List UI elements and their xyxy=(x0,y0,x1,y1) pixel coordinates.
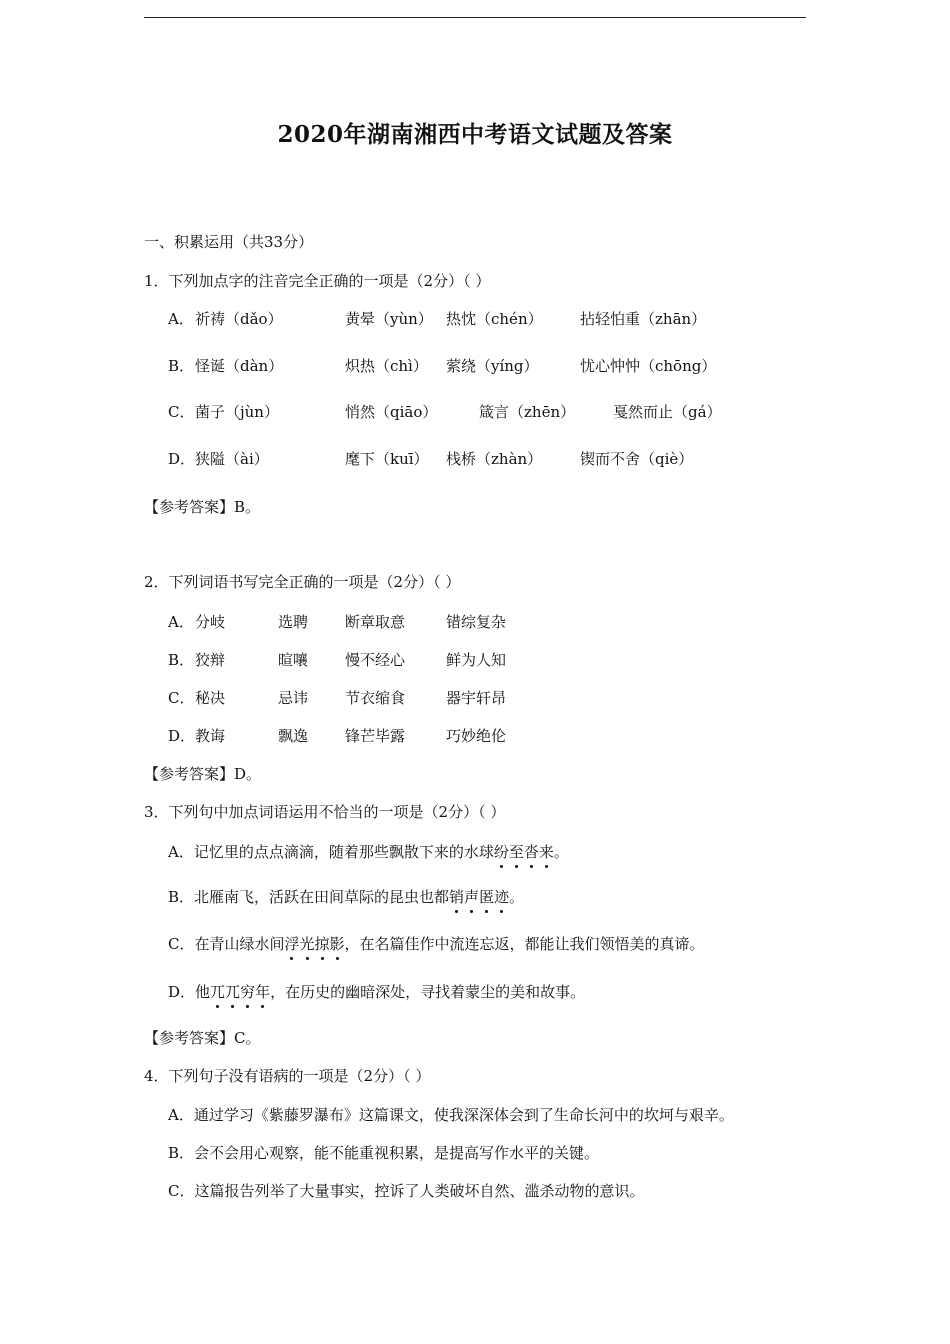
question-1-option-item: 祈祷（dǎo） xyxy=(195,310,283,328)
section-heading: 一、积累运用（共33分） xyxy=(144,233,314,251)
question-1-option-letter: D． xyxy=(168,450,196,468)
question-1-option-letter: A． xyxy=(168,310,194,328)
question-2-stem: 2．下列词语书写完全正确的一项是（2分）（ ） xyxy=(144,573,461,591)
question-4-stem: 4．下列句子没有语病的一项是（2分）（ ） xyxy=(144,1067,431,1085)
question-4-option-c: C．这篇报告列举了大量事实，控诉了人类破坏自然、滥杀动物的意识。 xyxy=(168,1182,645,1200)
emphasis-char: 声 xyxy=(464,888,480,906)
emphasis-char: 浮 xyxy=(284,935,300,953)
dotted-phrase xyxy=(494,843,554,861)
option-text: B．北雁南飞，活跃在田间草际的昆虫也都 xyxy=(168,888,450,906)
question-1-option-item: 黄晕（yùn） xyxy=(345,310,433,328)
option-text-end: ，在历史的幽暗深处，寻找着蒙尘的美和故事。 xyxy=(270,983,586,1001)
emphasis-char: 纷 xyxy=(493,843,509,861)
question-3-stem: 3．下列句中加点词语运用不恰当的一项是（2分）（ ） xyxy=(144,803,506,821)
question-2-option-item: 狡辩 xyxy=(195,651,226,669)
question-4-option-a: A．通过学习《紫藤罗瀑布》这篇课文，使我深深体会到了生命长河中的坎坷与艰辛。 xyxy=(168,1106,734,1124)
question-3-option-a xyxy=(168,842,569,862)
option-text: D．他 xyxy=(168,983,211,1001)
question-3-option-c xyxy=(168,934,705,954)
question-2-option-item: 选聘 xyxy=(278,613,309,631)
question-1-option-item: 箴言（zhēn） xyxy=(479,403,576,421)
question-2-option-item: 秘决 xyxy=(195,689,226,707)
emphasis-char: 掠 xyxy=(314,935,330,953)
question-2-option-item: 鲜为人知 xyxy=(446,651,507,669)
question-1-stem: 1．下列加点字的注音完全正确的一项是（2分）（ ） xyxy=(144,272,491,290)
question-1-option-letter: C． xyxy=(168,403,195,421)
question-2-option-item: 暄嚷 xyxy=(278,651,309,669)
question-2-option-item: 忌讳 xyxy=(278,689,309,707)
question-1-option-item: 菌子（jùn） xyxy=(195,403,279,421)
option-text: C．在青山绿水间 xyxy=(168,935,285,953)
question-2-option-letter: A． xyxy=(168,613,194,631)
emphasis-char: 销 xyxy=(449,888,465,906)
question-1-option-item: 热忱（chén） xyxy=(446,310,543,328)
emphasis-char: 至 xyxy=(508,843,524,861)
question-1-option-item: 锲而不舍（qiè） xyxy=(580,450,694,468)
question-2-option-item: 锋芒毕露 xyxy=(345,727,406,745)
emphasis-char: 兀 xyxy=(210,983,226,1001)
option-text-end: 。 xyxy=(553,843,569,861)
question-2-option-item: 飘逸 xyxy=(278,727,309,745)
dotted-phrase xyxy=(210,983,270,1001)
header-rule xyxy=(144,17,806,18)
question-2-option-item: 节衣缩食 xyxy=(345,689,406,707)
emphasis-char: 兀 xyxy=(225,983,241,1001)
emphasis-char: 穷 xyxy=(240,983,256,1001)
question-1-option-item: 麾下（kuī） xyxy=(345,450,429,468)
question-2-option-item: 巧妙绝伦 xyxy=(446,727,507,745)
question-1-option-item: 炽热（chì） xyxy=(345,357,428,375)
dotted-phrase xyxy=(449,888,509,906)
emphasis-char: 年 xyxy=(255,983,271,1001)
question-2-option-item: 分岐 xyxy=(195,613,226,631)
emphasis-char: 迹 xyxy=(494,888,510,906)
question-1-option-item: 忧心忡忡（chōng） xyxy=(580,357,717,375)
question-2-option-item: 错综复杂 xyxy=(446,613,507,631)
question-1-option-item: 栈桥（zhàn） xyxy=(446,450,543,468)
question-1-option-item: 戛然而止（gá） xyxy=(613,403,722,421)
question-2-answer: 【参考答案】D。 xyxy=(144,765,262,783)
question-1-option-item: 拈轻怕重（zhān） xyxy=(580,310,707,328)
question-1-answer: 【参考答案】B。 xyxy=(144,498,261,516)
question-2-option-letter: B． xyxy=(168,651,195,669)
dotted-phrase xyxy=(284,935,344,953)
option-text: A．记忆里的点点滴滴，随着那些飘散下来的水球 xyxy=(168,843,494,861)
page-title: 2020年湖南湘西中考语文试题及答案 xyxy=(277,121,673,148)
question-3-option-d xyxy=(168,982,585,1002)
question-1-option-item: 悄然（qiāo） xyxy=(345,403,438,421)
question-2-option-item: 教诲 xyxy=(195,727,226,745)
emphasis-char: 光 xyxy=(299,935,315,953)
question-2-option-letter: D． xyxy=(168,727,196,745)
question-3-answer: 【参考答案】C。 xyxy=(144,1029,261,1047)
question-2-option-item: 器宇轩昂 xyxy=(446,689,507,707)
emphasis-char: 匿 xyxy=(479,888,495,906)
question-1-option-item: 怪诞（dàn） xyxy=(195,357,284,375)
emphasis-char: 来 xyxy=(538,843,554,861)
question-1-option-letter: B． xyxy=(168,357,195,375)
option-text-end: ，在名篇佳作中流连忘返，都能让我们领悟美的真谛。 xyxy=(344,935,705,953)
question-4-option-b: B．会不会用心观察，能不能重视积累，是提高写作水平的关键。 xyxy=(168,1144,600,1162)
question-1-option-item: 萦绕（yíng） xyxy=(446,357,539,375)
emphasis-char: 沓 xyxy=(523,843,539,861)
emphasis-char: 影 xyxy=(329,935,345,953)
question-1-option-item: 狭隘（ài） xyxy=(195,450,269,468)
question-2-option-letter: C． xyxy=(168,689,195,707)
question-3-option-b xyxy=(168,887,524,907)
question-2-option-item: 慢不经心 xyxy=(345,651,406,669)
option-text-end: 。 xyxy=(509,888,525,906)
question-2-option-item: 断章取意 xyxy=(345,613,406,631)
